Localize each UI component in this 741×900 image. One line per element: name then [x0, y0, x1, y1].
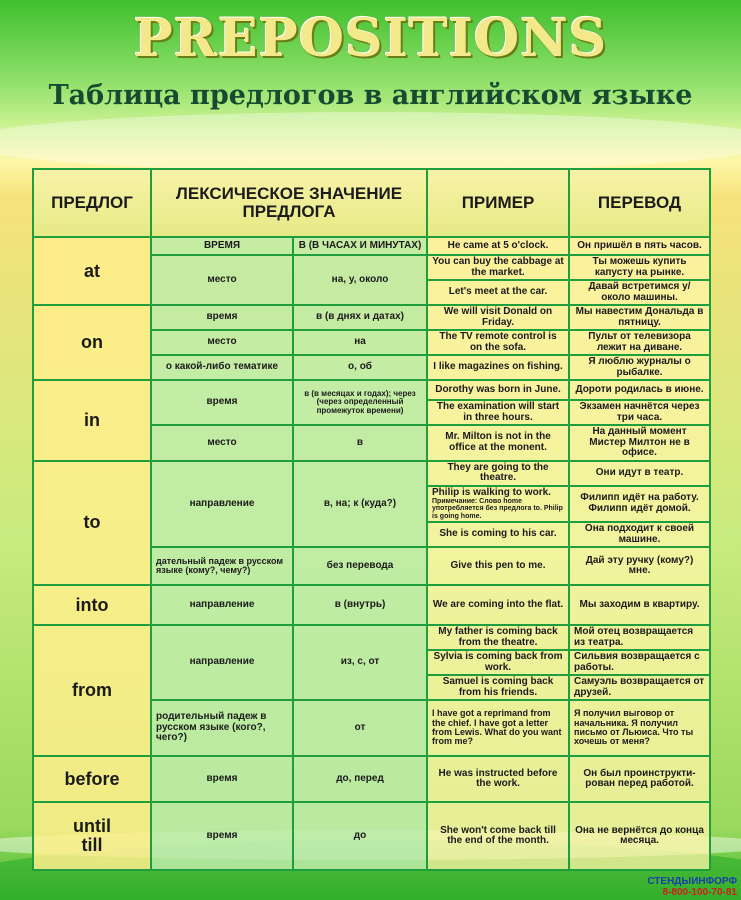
preposition-into: into — [33, 585, 151, 625]
translation-cell: Он был проинструкти-рован перед работой. — [569, 756, 710, 802]
publisher-logo — [647, 876, 737, 898]
example-note: Примечание: Слово home употребляется без предлога to. Philip is going home. — [432, 498, 563, 520]
preposition-at: at — [33, 237, 151, 305]
meaning-cell: место — [151, 255, 293, 305]
poster-subtitle: Таблица предлогов в английском языке — [48, 80, 693, 111]
russian-cell: до, перед — [293, 756, 427, 802]
translation-cell: Филипп идёт на работу. Филипп идёт домой. — [569, 486, 710, 523]
example-cell: Dorothy was born in June. — [427, 380, 569, 400]
meaning-cell: направление — [151, 461, 293, 548]
russian-cell: на — [293, 330, 427, 355]
russian-cell: в — [293, 425, 427, 461]
table-row — [33, 756, 710, 802]
meaning-cell: время — [151, 380, 293, 425]
table-row — [33, 380, 710, 400]
example-cell — [427, 486, 569, 523]
translation-cell: Мы заходим в квартиру. — [569, 585, 710, 625]
example-cell: I have got a reprimand from the chief. I have got a letter from Lewis. What do you want from me? — [427, 700, 569, 756]
example-cell: She is coming to his car. — [427, 522, 569, 547]
russian-cell: В (В ЧАСАХ И МИНУТАХ) — [293, 237, 427, 255]
example-text: Philip is walking to work. — [432, 486, 551, 498]
translation-cell: Самуэль возвращается от друзей. — [569, 675, 710, 700]
example-cell: Samuel is coming back from his friends. — [427, 675, 569, 700]
example-cell: Mr. Milton is not in the office at the monent. — [427, 425, 569, 461]
translation-cell: На данный момент Мистер Милтон не в офисе. — [569, 425, 710, 461]
table-row — [33, 802, 710, 870]
example-cell: She won't come back till the end of the month. — [427, 802, 569, 870]
russian-cell: до — [293, 802, 427, 870]
table-row — [33, 237, 710, 255]
translation-cell: Они идут в театр. — [569, 461, 710, 486]
meaning-cell: родительный падеж в русском языке (кого?, чего?) — [151, 700, 293, 756]
russian-cell: в (в месяцах и годах); через (через определенный промежуток времени) — [293, 380, 427, 425]
translation-cell: Пульт от телевизора лежит на диване. — [569, 330, 710, 355]
example-cell: My father is coming back from the theatre. — [427, 625, 569, 650]
translation-cell: Дай эту ручку (кому?) мне. — [569, 547, 710, 585]
example-cell: He was instructed before the work. — [427, 756, 569, 802]
preposition-to: to — [33, 461, 151, 586]
translation-cell: Мой отец возвращается из театра. — [569, 625, 710, 650]
translation-cell: Я получил выговор от начальника. Я получил письмо от Льюиса. Что ты хочешь от меня? — [569, 700, 710, 756]
translation-cell: Сильвия возвращается с работы. — [569, 650, 710, 675]
preposition-from: from — [33, 625, 151, 756]
russian-cell: из, с, от — [293, 625, 427, 700]
example-cell: The examination will start in three hours. — [427, 400, 569, 425]
meaning-cell: время — [151, 305, 293, 330]
example-cell: They are going to the theatre. — [427, 461, 569, 486]
translation-cell: Ты можешь купить капусту на рынке. — [569, 255, 710, 280]
translation-cell: Мы навестим Дональда в пятницу. — [569, 305, 710, 330]
table-row — [33, 305, 710, 330]
table-row — [33, 585, 710, 625]
table-header-row — [33, 169, 710, 237]
translation-cell: Он пришёл в пять часов. — [569, 237, 710, 255]
preposition-until-till — [33, 802, 151, 870]
translation-cell: Она подходит к своей машине. — [569, 522, 710, 547]
example-cell: The TV remote control is on the sofa. — [427, 330, 569, 355]
meaning-cell: ВРЕМЯ — [151, 237, 293, 255]
prepositions-table — [32, 168, 711, 871]
russian-cell: в, на; к (куда?) — [293, 461, 427, 548]
table-row — [33, 461, 710, 486]
translation-cell: Давай встретимся у/около машины. — [569, 280, 710, 305]
meaning-cell: о какой-либо тематике — [151, 355, 293, 380]
meaning-cell: время — [151, 756, 293, 802]
meaning-cell: направление — [151, 625, 293, 700]
header-meaning: ЛЕКСИЧЕСКОЕ ЗНАЧЕНИЕ ПРЕДЛОГА — [151, 169, 427, 237]
translation-cell: Дороти родилась в июне. — [569, 380, 710, 400]
preposition-on: on — [33, 305, 151, 380]
example-cell: I like magazines on fishing. — [427, 355, 569, 380]
header-preposition: ПРЕДЛОГ — [33, 169, 151, 237]
example-cell: You can buy the cabbage at the market. — [427, 255, 569, 280]
example-cell: We are coming into the flat. — [427, 585, 569, 625]
decorative-wave — [0, 112, 741, 172]
meaning-cell: дательный падеж в русском языке (кому?, чему?) — [151, 547, 293, 585]
russian-cell: без перевода — [293, 547, 427, 585]
logo-brand: СТЕНДЫИНФОРФ — [647, 876, 737, 887]
example-cell: Give this pen to me. — [427, 547, 569, 585]
meaning-cell: место — [151, 330, 293, 355]
preposition-in: in — [33, 380, 151, 461]
meaning-cell: время — [151, 802, 293, 870]
preposition-till: till — [81, 835, 103, 856]
meaning-cell: место — [151, 425, 293, 461]
example-cell: We will visit Donald on Friday. — [427, 305, 569, 330]
header-example: ПРИМЕР — [427, 169, 569, 237]
meaning-cell: направление — [151, 585, 293, 625]
preposition-before: before — [33, 756, 151, 802]
header-translation: ПЕРЕВОД — [569, 169, 710, 237]
translation-cell: Я люблю журналы о рыбалке. — [569, 355, 710, 380]
russian-cell: о, об — [293, 355, 427, 380]
example-cell: He came at 5 o'clock. — [427, 237, 569, 255]
russian-cell: на, у, около — [293, 255, 427, 305]
preposition-until: until — [73, 816, 111, 837]
example-cell: Let's meet at the car. — [427, 280, 569, 305]
example-cell: Sylvia is coming back from work. — [427, 650, 569, 675]
translation-cell: Она не вернётся до конца месяца. — [569, 802, 710, 870]
poster-title: PREPOSITIONS — [133, 8, 608, 69]
russian-cell: в (внутрь) — [293, 585, 427, 625]
logo-phone: 8-800-100-70-81 — [662, 887, 737, 898]
russian-cell: от — [293, 700, 427, 756]
translation-cell: Экзамен начнётся через три часа. — [569, 400, 710, 425]
russian-cell: в (в днях и датах) — [293, 305, 427, 330]
table-row — [33, 625, 710, 650]
